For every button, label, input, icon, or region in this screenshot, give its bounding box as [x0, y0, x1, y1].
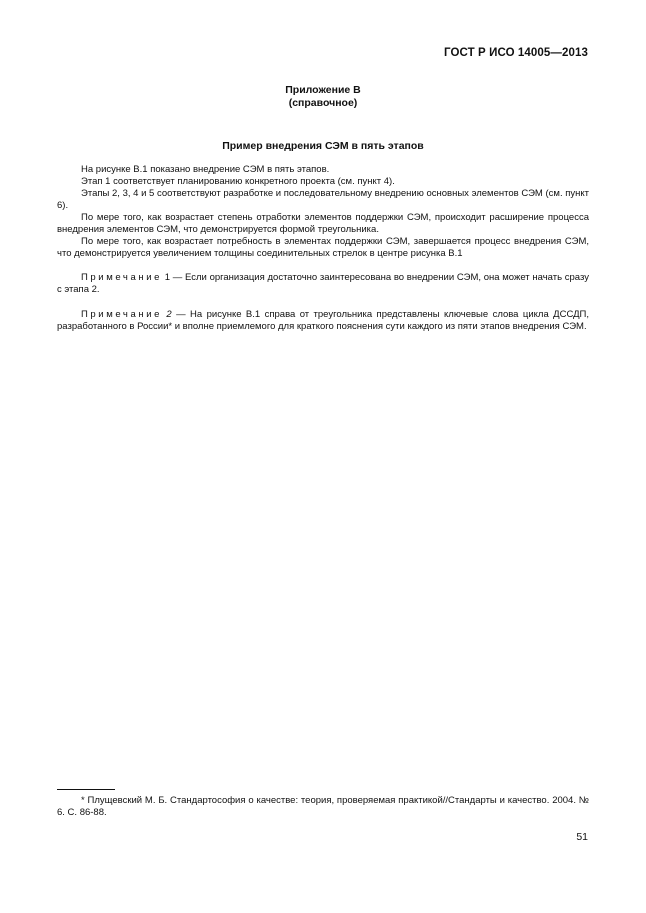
appendix-title: Приложение В [285, 84, 361, 96]
note-1 [57, 272, 589, 296]
note-2 [57, 309, 589, 333]
note-number: 1 [164, 272, 171, 283]
note-number: 2 [166, 309, 172, 320]
paragraph: Этапы 2, 3, 4 и 5 соответствуют разработке и последовательному внедрению основных элементов СЭМ (см. пункт 6). [57, 188, 589, 211]
body-text [57, 164, 589, 333]
note-label: Примечание [81, 272, 162, 283]
paragraph: По мере того, как возрастает потребность в элементах поддержки СЭМ, завершается процесс внедрения СЭМ, что демонстрируется увеличением толщины соединительных стрелок в центре рисунка В.1 [57, 236, 589, 259]
section-title: Пример внедрения СЭМ в пять этапов [222, 140, 424, 152]
appendix-heading [0, 84, 646, 110]
paragraph: По мере того, как возрастает степень отработки элементов поддержки СЭМ, происходит расширение процесса внедрения элементов СЭМ, что демонстрируется формой треугольника. [57, 212, 589, 235]
footnote: * Плущевский М. Б. Стандартософия о качестве: теория, проверяемая практикой//Стандарты и качество. 2004. № 6. С. 86-88. [57, 795, 589, 818]
page-number: 51 [576, 831, 588, 843]
paragraph: Этап 1 соответствует планированию конкретного проекта (см. пункт 4). [81, 176, 395, 187]
note-text: — На рисунке В.1 справа от треугольника представлены ключевые слова цикла ДССДП, разработанного в России* и вполне приемлемого для краткого пояснения сути каждого из пяти этапов внедрения СЭМ. [57, 309, 589, 332]
paragraph: На рисунке В.1 показано внедрение СЭМ в пять этапов. [81, 164, 330, 175]
appendix-subtitle: (справочное) [288, 97, 358, 109]
footnote-divider [57, 789, 115, 790]
document-code: ГОСТ Р ИСО 14005—2013 [443, 47, 588, 59]
note-text: — Если организация достаточно заинтересована во внедрении СЭМ, она может начать сразу с этапа 2. [57, 272, 589, 295]
note-label: Примечание [81, 309, 162, 320]
